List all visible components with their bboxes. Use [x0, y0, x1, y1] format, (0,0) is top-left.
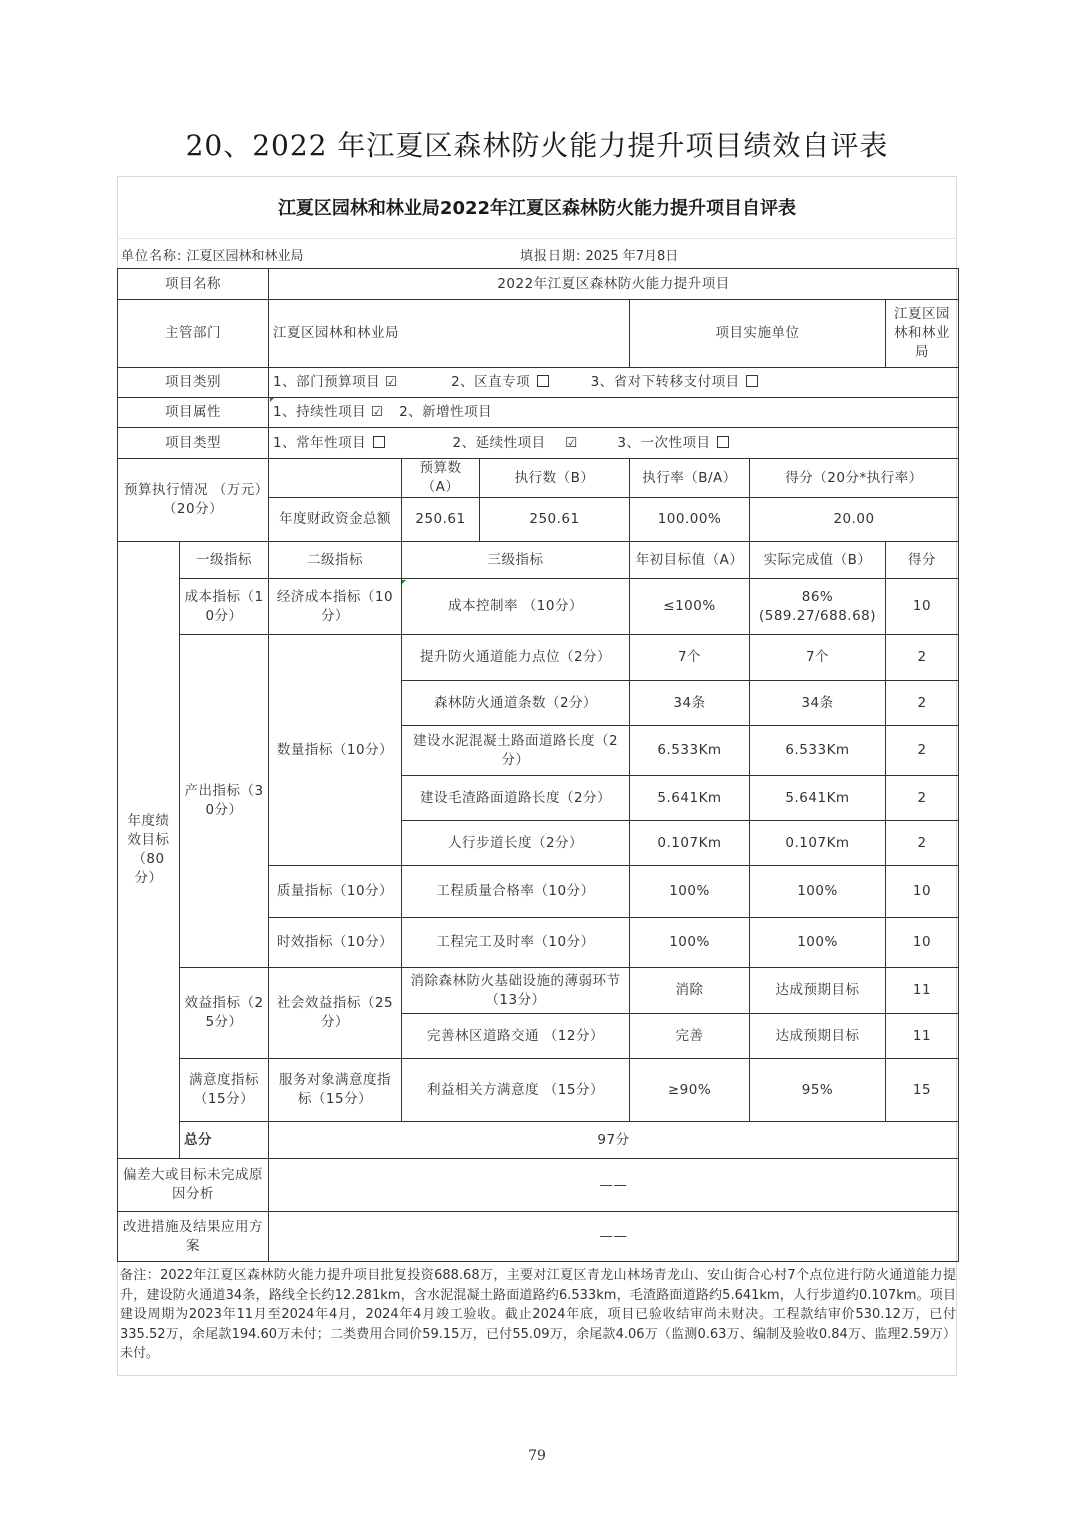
quantity-lvl2: 数量指标（10分）	[269, 635, 402, 866]
unit-value: 江夏区园林和林业局	[186, 249, 304, 264]
quantity-target: 5.641Km	[630, 776, 750, 821]
satisfaction-lvl1: 满意度指标（15分）	[180, 1059, 269, 1122]
attribute-opt1: 1、持续性项目	[273, 404, 367, 420]
table-row	[118, 368, 959, 398]
total-label: 总分	[180, 1122, 269, 1159]
quantity-actual: 5.641Km	[750, 776, 886, 821]
table-row	[118, 1122, 959, 1159]
table-row	[118, 542, 959, 579]
quantity-score: 2	[886, 681, 959, 726]
category-opt2: 2、区直专项	[451, 374, 531, 390]
quantity-target: 6.533Km	[630, 726, 750, 776]
quantity-actual: 0.107Km	[750, 821, 886, 866]
dept-label: 主管部门	[118, 300, 269, 368]
quality-score: 10	[886, 866, 959, 918]
timeliness-lvl2: 时效指标（10分）	[269, 918, 402, 968]
category-label: 项目类别	[118, 368, 269, 398]
divider	[117, 238, 957, 239]
impl-label: 项目实施单位	[630, 300, 886, 368]
budget-rate: 100.00%	[630, 498, 750, 542]
quantity-actual: 7个	[750, 635, 886, 681]
benefit-target: 完善	[630, 1014, 750, 1059]
checkbox-icon[interactable]	[537, 375, 549, 387]
type-options	[269, 428, 959, 459]
cost-lvl3: 成本控制率 （10分）	[402, 579, 630, 635]
checkbox-icon[interactable]	[717, 436, 729, 448]
budget-label: 预算执行情况 （万元）（20分）	[118, 459, 269, 542]
checkbox-icon[interactable]	[746, 375, 758, 387]
checked-box-icon[interactable]: ☑	[384, 374, 398, 390]
budget-row-label: 年度财政资金总额	[269, 498, 402, 542]
table-row	[118, 1159, 959, 1212]
table-row	[118, 269, 959, 300]
timeliness-lvl3: 工程完工及时率（10分）	[402, 918, 630, 968]
budget-a: 250.61	[402, 498, 480, 542]
date-label: 填报日期:	[520, 249, 582, 264]
quantity-actual: 6.533Km	[750, 726, 886, 776]
attribute-opt2: 2、新增性项目	[399, 404, 493, 420]
budget-col-b: 执行数（B）	[480, 459, 630, 498]
evaluation-table	[117, 268, 959, 1262]
type-label: 项目类型	[118, 428, 269, 459]
attribute-options	[269, 398, 959, 428]
benefit-score: 11	[886, 1014, 959, 1059]
quantity-actual: 34条	[750, 681, 886, 726]
checked-box-icon[interactable]: ☑	[565, 434, 578, 451]
quantity-lvl3: 建设水泥混凝土路面道路长度（2分）	[402, 726, 630, 776]
benefit-score: 11	[886, 968, 959, 1014]
satisfaction-score: 15	[886, 1059, 959, 1122]
quantity-lvl3: 建设毛渣路面道路长度（2分）	[402, 776, 630, 821]
quantity-score: 2	[886, 776, 959, 821]
table-row	[118, 428, 959, 459]
cost-lvl1: 成本指标（10分）	[180, 579, 269, 635]
checkbox-icon[interactable]	[373, 436, 385, 448]
benefit-lvl1: 效益指标（25分）	[180, 968, 269, 1059]
unit-name	[121, 245, 304, 264]
quantity-target: 7个	[630, 635, 750, 681]
cost-actual: 86% (589.27/688.68)	[750, 579, 886, 635]
improvement-value: ——	[269, 1212, 959, 1262]
date-value: 2025 年7月8日	[585, 249, 679, 264]
header-lvl3: 三级指标	[402, 542, 630, 579]
report-date	[520, 245, 678, 264]
deviation-label: 偏差大或目标未完成原因分析	[118, 1159, 269, 1212]
satisfaction-target: ≥90%	[630, 1059, 750, 1122]
project-name-label: 项目名称	[118, 269, 269, 300]
benefit-lvl2: 社会效益指标（25分）	[269, 968, 402, 1059]
quality-lvl3: 工程质量合格率（10分）	[402, 866, 630, 918]
table-row	[118, 398, 959, 428]
unit-label: 单位名称:	[121, 249, 183, 264]
benefit-lvl3: 消除森林防火基础设施的薄弱环节（13分）	[402, 968, 630, 1014]
satisfaction-lvl2: 服务对象满意度指标（15分）	[269, 1059, 402, 1122]
quantity-target: 0.107Km	[630, 821, 750, 866]
budget-score: 20.00	[750, 498, 959, 542]
timeliness-actual: 100%	[750, 918, 886, 968]
budget-b: 250.61	[480, 498, 630, 542]
benefit-target: 消除	[630, 968, 750, 1014]
cost-lvl2: 经济成本指标（10分）	[269, 579, 402, 635]
category-options	[269, 368, 959, 398]
total-value: 97分	[269, 1122, 959, 1159]
category-opt1: 1、部门预算项目	[273, 374, 381, 390]
quantity-score: 2	[886, 821, 959, 866]
impl-value: 江夏区园林和林业局	[886, 300, 959, 368]
budget-empty	[269, 459, 402, 498]
timeliness-score: 10	[886, 918, 959, 968]
attribute-label: 项目属性	[118, 398, 269, 428]
dept-value: 江夏区园林和林业局	[269, 300, 630, 368]
table-row	[118, 579, 959, 635]
type-opt3: 3、一次性项目	[617, 434, 711, 451]
table-row	[118, 1059, 959, 1122]
improvement-label: 改进措施及结果应用方案	[118, 1212, 269, 1262]
quality-lvl2: 质量指标（10分）	[269, 866, 402, 918]
header-lvl2: 二级指标	[269, 542, 402, 579]
quantity-lvl3: 人行步道长度（2分）	[402, 821, 630, 866]
cost-target: ≤100%	[630, 579, 750, 635]
benefit-actual: 达成预期目标	[750, 968, 886, 1014]
budget-col-rate: 执行率（B/A）	[630, 459, 750, 498]
quantity-lvl3: 森林防火通道条数（2分）	[402, 681, 630, 726]
budget-col-a: 预算数（A）	[402, 459, 480, 498]
remarks: 备注：2022年江夏区森林防火能力提升项目批复投资688.68万，主要对江夏区青龙山林场青龙山、安山街合心村7个点位进行防火通道能力提升，建设防火通道34条，路线全长约12.281km，含水泥混凝土路面道路约6.533km，毛渣路面道路约5.641km，人行步道约0.107km。项目建设周期为2023年11月至2024年4月，2024年4月竣工验收。截止2024年底，项目已验收结审尚未财决。工程款结审价530.12万，已付335.52万，余尾款194.60万未付；二类费用合同价59.15万，已付55.09万，余尾款4.06万（监测0.63万、编制及验收0.84万、监理2.59万）未付。	[120, 1268, 956, 1361]
quantity-target: 34条	[630, 681, 750, 726]
quantity-score: 2	[886, 726, 959, 776]
output-lvl1: 产出指标（30分）	[180, 635, 269, 968]
header-lvl1: 一级指标	[180, 542, 269, 579]
type-opt1: 1、常年性项目	[273, 434, 367, 451]
deviation-value: ——	[269, 1159, 959, 1212]
type-opt2: 2、延续性项目	[452, 434, 546, 451]
benefit-lvl3: 完善林区道路交通 （12分）	[402, 1014, 630, 1059]
header-target: 年初目标值（A）	[630, 542, 750, 579]
category-opt3: 3、省对下转移支付项目	[590, 374, 740, 390]
page-number: 79	[528, 1448, 546, 1464]
quality-target: 100%	[630, 866, 750, 918]
table-row	[118, 635, 959, 681]
quantity-lvl3: 提升防火通道能力点位（2分）	[402, 635, 630, 681]
benefit-actual: 达成预期目标	[750, 1014, 886, 1059]
table-row	[118, 1212, 959, 1262]
table-row	[118, 968, 959, 1014]
cell-marker-icon	[402, 580, 406, 584]
project-name-value: 2022年江夏区森林防火能力提升项目	[269, 269, 959, 300]
checked-box-icon[interactable]: ☑	[370, 404, 384, 420]
satisfaction-actual: 95%	[750, 1059, 886, 1122]
table-row	[118, 459, 959, 498]
cost-score: 10	[886, 579, 959, 635]
timeliness-target: 100%	[630, 918, 750, 968]
budget-col-score: 得分（20分*执行率）	[750, 459, 959, 498]
cell-marker-icon	[270, 398, 274, 402]
header-actual: 实际完成值（B）	[750, 542, 886, 579]
header-score: 得分	[886, 542, 959, 579]
table-title: 江夏区园林和林业局2022年江夏区森林防火能力提升项目自评表	[277, 198, 797, 219]
table-row	[118, 300, 959, 368]
quantity-score: 2	[886, 635, 959, 681]
page-title: 20、2022 年江夏区森林防火能力提升项目绩效自评表	[185, 129, 889, 162]
satisfaction-lvl3: 利益相关方满意度 （15分）	[402, 1059, 630, 1122]
quality-actual: 100%	[750, 866, 886, 918]
section-label: 年度绩效目标（80分）	[118, 542, 180, 1159]
